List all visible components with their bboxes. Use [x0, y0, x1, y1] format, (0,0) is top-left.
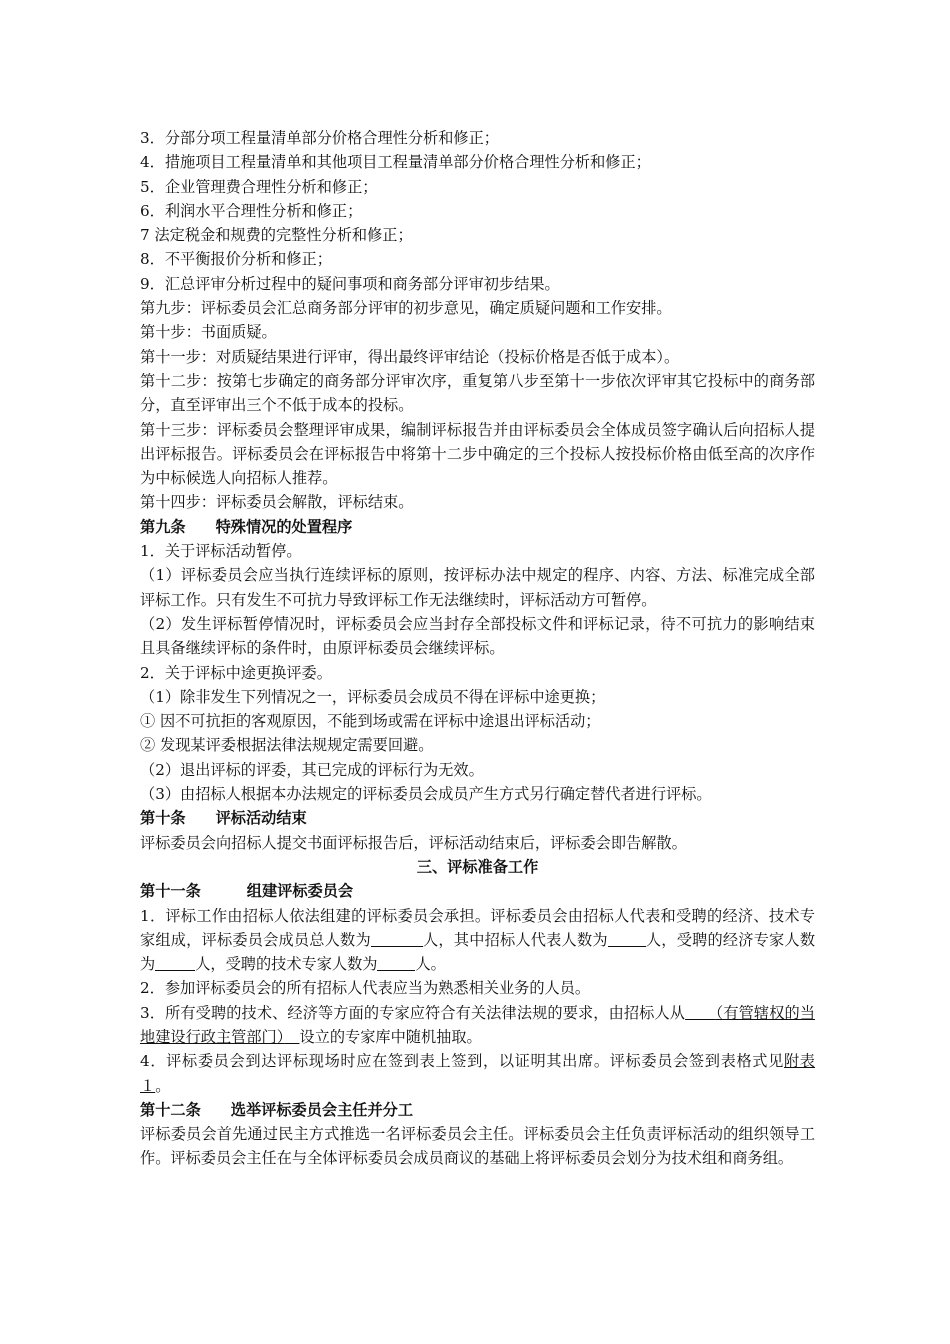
section-title: 三、评标准备工作 — [416, 857, 539, 876]
list-item: 3．分部分项工程量清单部分价格合理性分析和修正； — [140, 129, 499, 147]
article-number: 第十二条 — [140, 1100, 201, 1119]
article-title: 评标活动结束 — [215, 809, 307, 828]
step-13: 第十三步：评标委员会整理评审成果，编制评标报告并由评标委员会全体成员签字确认后向招标人提出评标报告。评标委员会在评标报告中将第十二步中确定的三个投标人按投标价格由低至高的次序作为中标候选人向招标人推荐。 — [140, 420, 815, 488]
article-9-heading — [140, 515, 815, 539]
underlined-fill-text: （有管辖权的当地建设行政主管部门） — [140, 1003, 816, 1046]
paragraph: 3．所有受聘的技术、经济等方面的专家应符合有关法律法规的要求，由招标人从 （有管辖权的当地建设行政主管部门） 设立的专家库中随机抽取。 — [140, 1003, 816, 1046]
list-item: 8．不平衡报价分析和修正； — [140, 250, 332, 269]
paragraph: （1）评标委员会应当执行连续评标的原则，按评标办法中规定的程序、内容、方法、标准完成全部评标工作。只有发生不可抗力导致评标工作无法继续时，评标活动方可暂停。 — [140, 566, 815, 609]
list-item: 7 法定税金和规费的完整性分析和修正； — [140, 226, 413, 245]
paragraph: ① 因不可抗拒的客观原因，不能到场或需在评标中途退出评标活动； — [140, 712, 601, 731]
paragraph: 1．关于评标活动暂停。 — [140, 542, 302, 561]
article-12-heading — [140, 1098, 815, 1122]
blank-economic-experts[interactable] — [155, 956, 195, 971]
paragraph: （3）由招标人根据本办法规定的评标委员会成员产生方式另行确定替代者进行评标。 — [140, 785, 712, 804]
list-item: 6．利润水平合理性分析和修正； — [140, 201, 363, 220]
blank-total-members[interactable] — [371, 932, 423, 947]
article-title: 选举评标委员会主任并分工 — [230, 1100, 413, 1119]
article-number: 第九条 — [140, 517, 186, 536]
step-9: 第九步：评标委员会汇总商务部分评审的初步意见，确定质疑问题和工作安排。 — [140, 299, 672, 318]
article-title: 特殊情况的处置程序 — [215, 517, 353, 536]
paragraph: ② 发现某评委根据法律法规规定需要回避。 — [140, 736, 434, 755]
paragraph: 评标委员会首先通过民主方式推选一名评标委员会主任。评标委员会主任负责评标活动的组织领导工作。评标委员会主任在与全体评标委员会成员商议的基础上将评标委员会划分为技术组和商务组。 — [140, 1125, 815, 1168]
article-number: 第十条 — [140, 809, 186, 828]
step-10: 第十步：书面质疑。 — [140, 323, 277, 342]
paragraph: （2）退出评标的评委，其已完成的评标行为无效。 — [140, 760, 484, 779]
paragraph: （2）发生评标暂停情况时，评标委员会应当封存全部投标文件和评标记录，待不可抗力的影响结束且具备继续评标的条件时，由原评标委员会继续评标。 — [140, 614, 815, 658]
article-11-heading — [140, 879, 815, 903]
blank-technical-experts[interactable] — [377, 956, 415, 971]
paragraph: 1．评标工作由招标人依法组建的评标委员会承担。评标委员会由招标人代表和受聘的经济、技术专家组成，评标委员会成员总人数为 人，其中招标人代表人数为 人，受聘的经济专家人数为 人，受聘的技术专家人数为 人。 — [140, 906, 816, 974]
step-12: 第十二步：按第七步确定的商务部分评审次序，重复第八步至第十一步依次评审其它投标中的商务部分，直至评审出三个不低于成本的投标。 — [140, 371, 815, 415]
document-page — [140, 126, 815, 1171]
step-11: 第十一步：对质疑结果进行评审，得出最终评审结论（投标价格是否低于成本）。 — [140, 347, 680, 366]
article-10-heading — [140, 806, 815, 830]
blank-tenderee-reps[interactable] — [608, 932, 646, 947]
appendix-link[interactable]: 附表１ — [140, 1052, 815, 1095]
paragraph: 4．评标委员会到达评标现场时应在签到表上签到，以证明其出席。评标委员会签到表格式见附表１。 — [140, 1052, 815, 1095]
paragraph: （1）除非发生下列情况之一，评标委员会成员不得在评标中途更换； — [140, 687, 606, 706]
paragraph: 2．参加评标委员会的所有招标人代表应当为熟悉相关业务的人员。 — [140, 979, 591, 998]
article-number: 第十一条 — [140, 882, 201, 901]
paragraph: 2．关于评标中途更换评委。 — [140, 663, 332, 682]
list-item: 4．措施项目工程量清单和其他项目工程量清单部分价格合理性分析和修正； — [140, 153, 651, 172]
list-item: 5．企业管理费合理性分析和修正； — [140, 177, 378, 196]
paragraph: 评标委员会向招标人提交书面评标报告后，评标活动结束后，评标委会即告解散。 — [140, 833, 687, 852]
step-14: 第十四步：评标委员会解散，评标结束。 — [140, 493, 414, 512]
list-item: 9．汇总评审分析过程中的疑问事项和商务部分评审初步结果。 — [140, 274, 560, 293]
article-title: 组建评标委员会 — [246, 882, 354, 901]
